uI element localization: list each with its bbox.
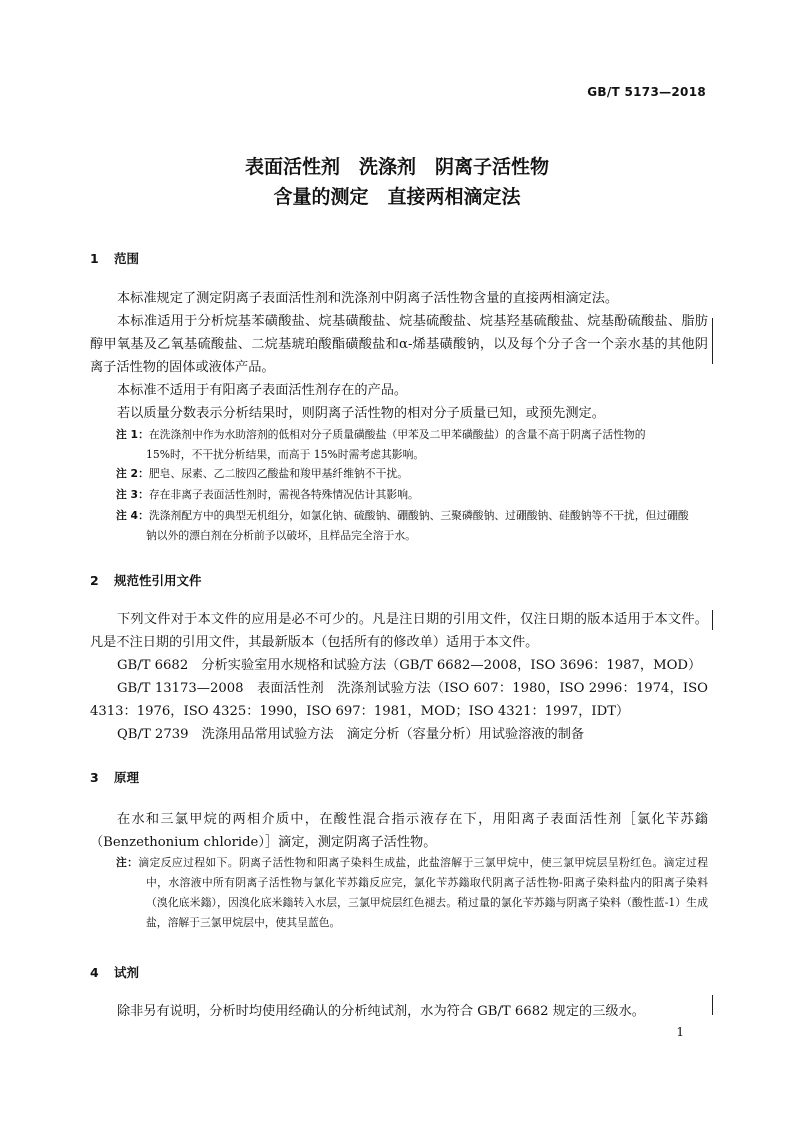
note-label: 注： — [116, 856, 139, 869]
revision-bar — [712, 995, 713, 1015]
section-number: 3 — [90, 770, 99, 785]
note-text: 肥皂、尿素、乙二胺四乙酸盐和羧甲基纤维钠不干扰。 — [148, 467, 408, 480]
note-text: 在洗涤剂中作为水助溶剂的低相对分子质量磺酸盐（甲苯及二甲苯磺酸盐）的含量不高于阴离子活性物的 — [148, 428, 646, 441]
section-title: 范围 — [114, 251, 140, 266]
document-title-line-1: 表面活性剂 洗涤剂 阴离子活性物 — [244, 156, 549, 178]
section-title: 试剂 — [114, 965, 140, 980]
paragraph: 在水和三氯甲烷的两相介质中，在酸性混合指示液存在下，用阳离子表面活性剂［氯化苄苏鎓（Benzethonium chloride）］滴定，测定阴离子活性物。 — [90, 812, 708, 850]
section-1-heading — [90, 249, 139, 267]
section-3-heading — [90, 768, 139, 786]
section-number: 1 — [90, 251, 99, 266]
note-text: 存在非离子表面活性剂时，需视各特殊情况估计其影响。 — [148, 488, 419, 501]
revision-bar — [712, 610, 713, 630]
note-text: 滴定反应过程如下。阴离子活性物和阳离子染料生成盐，此盐溶解于三氯甲烷中，使三氯甲烷层呈粉红色。滴定过程中，水溶液中所有阴离子活性物与氯化苄苏鎓反应完，氯化苄苏鎓取代阴离子活性物-阳离子染料盐内的阳离子染料（溴化底米鎓），因溴化底米鎓转入水层，三氯甲烷层红色褪去。稍过量的氯化苄苏鎓与阴离子染料（酸性蓝-1）生成盐，溶解于三氯甲烷层中，使其呈蓝色。 — [138, 856, 709, 929]
section-title: 规范性引用文件 — [114, 573, 202, 588]
normative-reference: GB/T 13173—2008 表面活性剂 洗涤剂试验方法（ISO 607：1980，ISO 2996：1974，ISO 4313：1976，ISO 4325：1990，ISO 697：1981，MOD；ISO 4321：1997，IDT） — [90, 681, 708, 719]
note-label: 注 2： — [116, 467, 149, 480]
paragraph: 除非另有说明，分析时均使用经确认的分析纯试剂，水为符合 GB/T 6682 规定的三级水。 — [117, 1004, 645, 1019]
paragraph: 若以质量分数表示分析结果时，则阴离子活性物的相对分子质量已知，或预先测定。 — [117, 406, 605, 421]
document-title-line-2: 含量的测定 直接两相滴定法 — [273, 186, 521, 208]
paragraph: 下列文件对于本文件的应用是必不可少的。凡是注日期的引用文件，仅注日期的版本适用于本文件。凡是不注日期的引用文件，其最新版本（包括所有的修改单）适用于本文件。 — [90, 612, 708, 650]
page-number: 1 — [676, 1025, 684, 1039]
normative-reference: QB/T 2739 洗涤用品常用试验方法 滴定分析（容量分析）用试验溶液的制备 — [117, 727, 585, 742]
note-label: 注 4： — [116, 509, 149, 522]
section-title: 原理 — [114, 770, 140, 785]
paragraph: 本标准适用于分析烷基苯磺酸盐、烷基磺酸盐、烷基硫酸盐、烷基羟基硫酸盐、烷基酚硫酸盐、脂肪醇甲氧基及乙氧基硫酸盐、二烷基琥珀酸酯磺酸盐和α-烯基磺酸钠，以及每个分子含一个亲水基的其他阴离子活性物的固体或液体产品。 — [90, 314, 708, 375]
revision-bar — [712, 318, 713, 364]
paragraph: 本标准不适用于有阳离子表面活性剂存在的产品。 — [117, 383, 408, 398]
section-2-heading — [90, 571, 202, 589]
note-label: 注 1： — [116, 428, 149, 441]
note-text-continued: 钠以外的漂白剂在分析前予以破坏，且样品完全溶于水。 — [146, 529, 416, 542]
note-item — [116, 425, 708, 465]
section-number: 4 — [90, 965, 99, 980]
standard-code: GB/T 5173—2018 — [587, 85, 706, 99]
section-4-heading — [90, 963, 139, 981]
note-text: 洗涤剂配方中的典型无机组分，如氯化钠、硫酸钠、硼酸钠、三聚磷酸钠、过硼酸钠、硅酸钠等不干扰，但过硼酸 — [148, 509, 689, 522]
note-item — [116, 506, 708, 546]
note-item — [116, 853, 708, 933]
note-item — [116, 485, 708, 505]
paragraph: 本标准规定了测定阴离子表面活性剂和洗涤剂中阴离子活性物含量的直接两相滴定法。 — [117, 291, 619, 306]
section-number: 2 — [90, 573, 99, 588]
note-item — [116, 464, 708, 484]
normative-reference: GB/T 6682 分析实验室用水规格和试验方法（GB/T 6682—2008，ISO 3696：1987，MOD） — [117, 658, 702, 673]
note-text-continued: 15%时，不干扰分析结果，而高于 15%时需考虑其影响。 — [146, 448, 425, 461]
note-label: 注 3： — [116, 488, 149, 501]
